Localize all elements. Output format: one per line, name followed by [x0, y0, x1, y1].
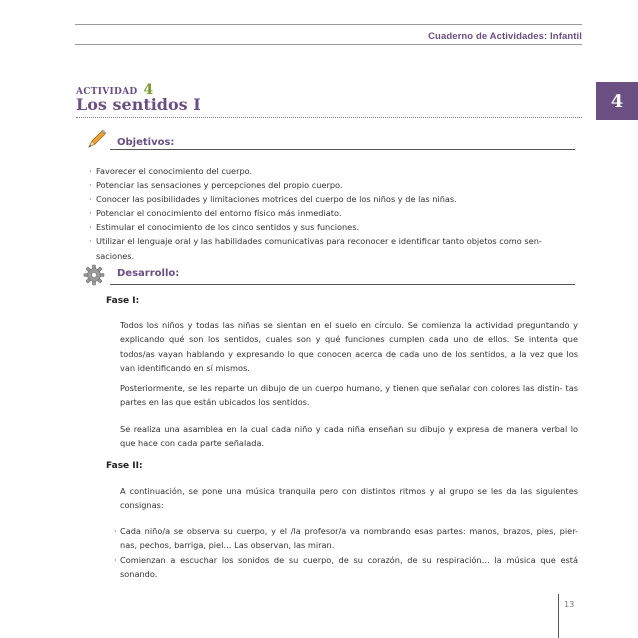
list-item: · Conocer las posibilidades y limitaciones motrices del cuerpo de los niños y de las niñas.: [89, 192, 579, 206]
objetivos-rule: [110, 149, 575, 150]
header-title: Cuaderno de Actividades: Infantil: [428, 31, 582, 42]
pencil-icon: [85, 128, 107, 150]
page-number: 13: [564, 600, 575, 609]
list-item: · Estimular el conocimiento de los cinco sentidos y sus funciones.: [89, 220, 579, 234]
desarrollo-rule: [110, 284, 575, 285]
list-item: · Cada niño/a se observa su cuerpo, y el /la profesor/a va nombrando esas partes: manos, brazos, pies, pier- nas, pechos, barriga, piel… Las observan, las miran.: [114, 524, 578, 553]
page-number-rule: [558, 594, 559, 638]
fase-2-label: Fase II:: [106, 461, 143, 471]
chapter-tab: 4: [596, 82, 638, 120]
activity-title: Los sentidos I: [76, 95, 201, 114]
objetivos-heading: Objetivos:: [117, 137, 175, 148]
list-item: · Potenciar el conocimiento del entorno físico más inmediato.: [89, 206, 579, 220]
title-divider: [76, 117, 582, 118]
fase-1-label: Fase I:: [106, 296, 140, 306]
objetivos-list: [89, 164, 579, 263]
fase-1-paragraph-1: Todos los niños y todas las niñas se sientan en el suelo en círculo. Se comienza la actividad preguntando y explicando qué son los sentidos, cuales son y qué funciones cumplen cada uno de ellos. Se intenta que todos/as vayan hablando y expresando lo que conocen acerca de cada uno de los sentidos, a la vez que los van identificando en sí mismos.: [120, 320, 578, 373]
gear-icon: [83, 264, 105, 286]
fase-2-intro: A continuación, se pone una música tranquila pero con distintos ritmos y al grupo se les da las siguientes consignas:: [120, 486, 578, 511]
list-item: · Comienzan a escuchar los sonidos de su cuerpo, de su corazón, de su respiración… la música que está sonando.: [114, 553, 578, 582]
header-bottom-rule: [75, 44, 582, 45]
list-item: · Utilizar el lenguaje oral y las habilidades comunicativas para reconocer e identificar tanto objetos como sen- saciones.: [89, 234, 579, 262]
fase-1-paragraph-2: Posteriormente, se les reparte un dibujo de un cuerpo humano, y tienen que señalar con colores las distin- tas partes en las que están ubicados los sentidos.: [120, 383, 578, 408]
list-item: · Favorecer el conocimiento del cuerpo.: [89, 164, 579, 178]
list-item: · Potenciar las sensaciones y percepciones del propio cuerpo.: [89, 178, 579, 192]
fase-1-paragraph-3: Se realiza una asamblea en la cual cada niño y cada niña enseñan su dibujo y expresa de manera verbal lo que hace con cada parte señalada.: [120, 424, 578, 449]
activity-number: 4: [143, 82, 154, 98]
activity-label-text: ACTIVIDAD: [76, 87, 138, 97]
header-top-rule: [75, 24, 582, 25]
fase-2-list: [114, 524, 578, 581]
desarrollo-heading: Desarrollo:: [117, 268, 180, 279]
